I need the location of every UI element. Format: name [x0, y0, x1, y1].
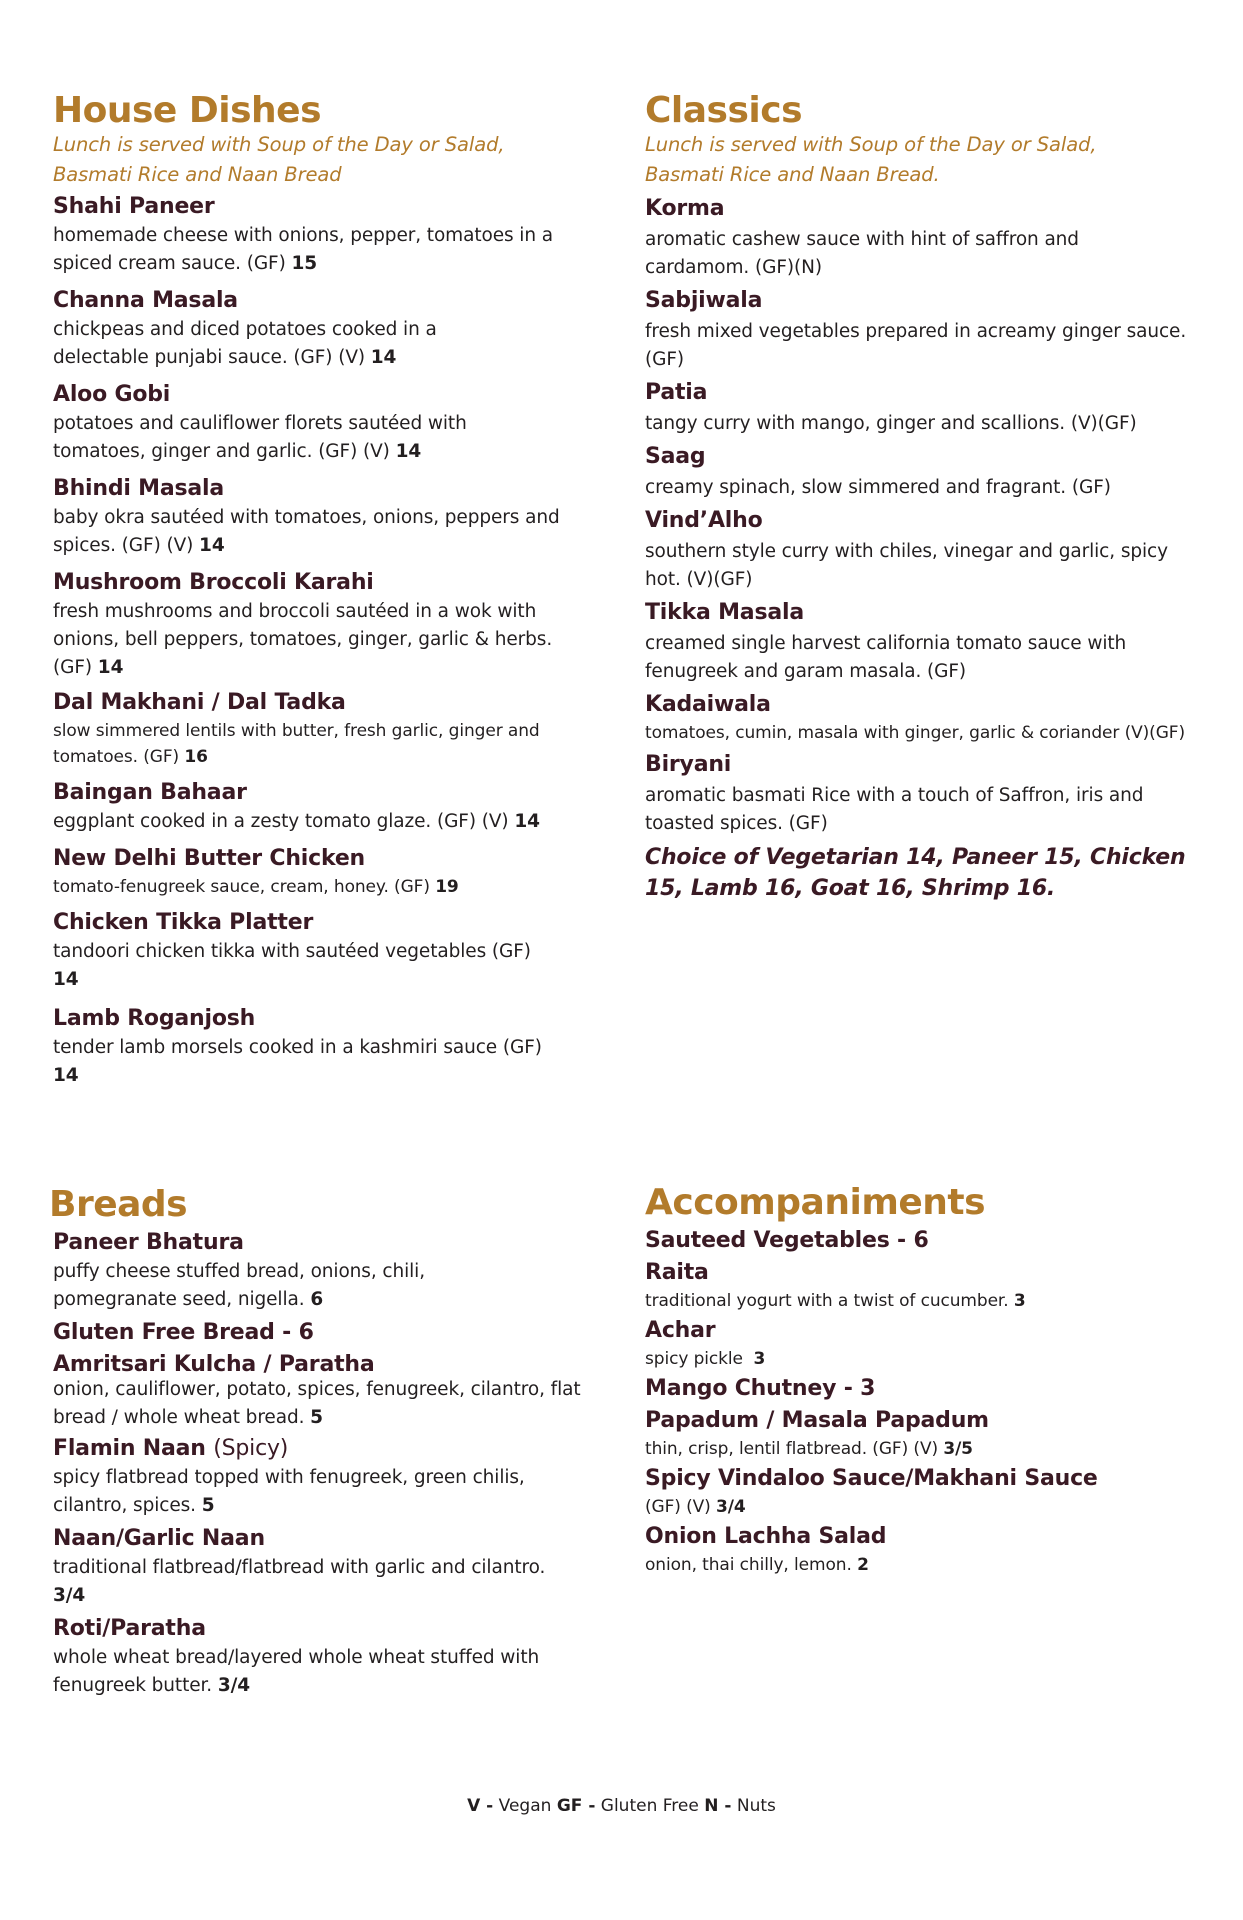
item-name: New Delhi Butter Chicken — [53, 846, 366, 871]
menu-item — [645, 1464, 1205, 1520]
item-description: spicy flatbread topped with fenugreek, green chilis, cilantro, spices. 5 — [53, 1467, 525, 1516]
price-choice-line: Choice of Vegetarian 14, Paneer 15, Chicken — [645, 845, 1186, 870]
item-description: onion, thai chilly, lemon. 2 — [645, 1555, 869, 1575]
item-description: puffy cheese stuffed bread, onions, chili, pomegranate seed, nigella. 6 — [53, 1261, 425, 1310]
item-name: Chicken Tikka Platter — [53, 910, 314, 935]
item-name-note: (Spicy) — [213, 1436, 289, 1461]
item-description: fresh mixed vegetables prepared in acreamy ginger sauce. (GF) — [645, 321, 1187, 370]
menu-item — [53, 474, 593, 560]
item-name: Bhindi Masala — [53, 476, 225, 501]
item-name: Saag — [645, 444, 706, 469]
item-price: 3 — [753, 1349, 766, 1369]
menu-item — [53, 1318, 609, 1348]
menu-item — [53, 192, 593, 278]
item-price: 3/4 — [716, 1497, 746, 1517]
menu-item — [53, 1228, 609, 1314]
item-price: 14 — [199, 535, 225, 556]
item-price: 19 — [435, 877, 459, 897]
menu-item — [645, 1316, 1205, 1372]
item-price: 14 — [53, 969, 79, 990]
item-price: 5 — [310, 1407, 323, 1428]
item-description: onion, cauliflower, potato, spices, fenugreek, cilantro, flat bread / whole wheat bread. 5 — [53, 1379, 581, 1428]
item-price: 3 — [1013, 1291, 1026, 1311]
item-description: traditional yogurt with a twist of cucumber. 3 — [645, 1291, 1026, 1311]
item-description: creamy spinach, slow simmered and fragrant. (GF) — [645, 477, 1111, 498]
item-name: Tikka Masala — [645, 600, 804, 625]
menu-item — [53, 568, 593, 682]
menu-item — [645, 378, 1205, 438]
item-name: Sabjiwala — [645, 288, 763, 313]
price-choice-line: 15, Lamb 16, Goat 16, Shrimp 16. — [645, 876, 1056, 901]
section-title: House Dishes — [53, 90, 321, 131]
menu-item — [53, 688, 593, 770]
item-description: tomato-fenugreek sauce, cream, honey. (GF) 19 — [53, 877, 459, 897]
item-description: spicy pickle 3 — [645, 1349, 766, 1369]
item-name: Gluten Free Bread - 6 — [53, 1320, 314, 1345]
menu-item — [53, 844, 593, 900]
dietary-legend: V - Vegan GF - Gluten Free N - Nuts — [467, 1796, 776, 1816]
menu-item — [53, 1524, 609, 1610]
section-subtitle: Lunch is served with Soup of the Day or Salad, — [645, 133, 1097, 156]
item-description: creamed single harvest california tomato sauce with fenugreek and garam masala. (GF) — [645, 633, 1127, 682]
item-description: aromatic basmati Rice with a touch of Saffron, iris and toasted spices. (GF) — [645, 785, 1144, 834]
item-price: 14 — [514, 811, 540, 832]
item-description: baby okra sautéed with tomatoes, onions, peppers and spices. (GF) (V) 14 — [53, 507, 560, 556]
item-name: Mango Chutney - 3 — [645, 1376, 876, 1401]
item-name: Onion Lachha Salad — [645, 1524, 887, 1549]
item-name: Flamin Naan (Spicy) — [53, 1436, 289, 1461]
menu-item — [53, 286, 593, 372]
breads-section — [49, 1184, 609, 1700]
menu-item — [645, 750, 1205, 838]
menu-item — [53, 1614, 609, 1700]
item-price: 3/5 — [943, 1439, 973, 1459]
item-description: whole wheat bread/layered whole wheat stuffed with fenugreek butter. 3/4 — [53, 1647, 540, 1696]
menu-item — [645, 442, 1205, 502]
item-price: 3/4 — [53, 1585, 86, 1606]
item-description: traditional flatbread/flatbread with garlic and cilantro. 3/4 — [53, 1557, 546, 1606]
item-description: tandoori chicken tikka with sautéed vegetables (GF) 14 — [53, 941, 531, 990]
item-description: tangy curry with mango, ginger and scallions. (V)(GF) — [645, 413, 1137, 434]
item-description: aromatic cashew sauce with hint of saffron and cardamom. (GF)(N) — [645, 229, 1079, 278]
section-title: Breads — [49, 1184, 188, 1225]
item-price: 3/4 — [217, 1675, 251, 1696]
item-description: homemade cheese with onions, pepper, tomatoes in a spiced cream sauce. (GF) 15 — [53, 225, 553, 274]
menu-item — [645, 598, 1205, 686]
menu-item — [53, 908, 593, 994]
section-subtitle: Lunch is served with Soup of the Day or Salad, — [53, 133, 505, 156]
item-price: 6 — [310, 1289, 324, 1310]
item-name: Lamb Roganjosh — [53, 1006, 256, 1031]
item-price: 14 — [395, 441, 422, 462]
item-name: Amritsari Kulcha / Paratha — [53, 1352, 375, 1377]
item-description: slow simmered lentils with butter, fresh garlic, ginger and tomatoes. (GF) 16 — [53, 721, 540, 767]
menu-item — [645, 1258, 1205, 1314]
menu-item — [645, 1226, 1205, 1256]
item-price: 16 — [184, 747, 208, 767]
item-description: chickpeas and diced potatoes cooked in a delectable punjabi sauce. (GF) (V) 14 — [53, 319, 437, 368]
menu-item — [645, 286, 1205, 374]
item-description: (GF) (V) 3/4 — [645, 1497, 746, 1517]
item-price: 15 — [291, 253, 318, 274]
item-price: 14 — [97, 657, 124, 678]
item-description: tender lamb morsels cooked in a kashmiri sauce (GF) 14 — [53, 1037, 542, 1086]
item-name: Raita — [645, 1260, 709, 1285]
item-name: Patia — [645, 380, 708, 405]
item-name: Paneer Bhatura — [53, 1230, 244, 1255]
item-price: 14 — [370, 347, 397, 368]
menu-item — [645, 1522, 1205, 1578]
item-name: Mushroom Broccoli Karahi — [53, 570, 374, 595]
item-description: tomatoes, cumin, masala with ginger, garlic & coriander (V)(GF) — [645, 723, 1185, 743]
menu-item — [53, 1350, 609, 1432]
section-title: Classics — [645, 90, 803, 131]
item-price: 14 — [53, 1065, 79, 1086]
item-name: Naan/Garlic Naan — [53, 1526, 265, 1551]
item-name: Achar — [645, 1318, 716, 1343]
item-name: Vind’Alho — [645, 508, 763, 533]
classics-section — [645, 90, 1205, 904]
item-name: Dal Makhani / Dal Tadka — [53, 690, 346, 715]
item-description: potatoes and cauliflower florets sautéed with tomatoes, ginger and garlic. (GF) (V) 14 — [53, 413, 467, 462]
item-price: 2 — [857, 1555, 869, 1575]
item-name: Papadum / Masala Papadum — [645, 1408, 989, 1433]
item-description: eggplant cooked in a zesty tomato glaze. (GF) (V) 14 — [53, 811, 540, 832]
item-name: Korma — [645, 196, 725, 221]
item-name: Aloo Gobi — [53, 382, 171, 407]
item-name: Biryani — [645, 752, 732, 777]
item-name: Spicy Vindaloo Sauce/Makhani Sauce — [645, 1466, 1098, 1491]
menu-item — [53, 1004, 593, 1090]
section-subtitle: Basmati Rice and Naan Bread — [53, 163, 342, 186]
menu-item — [53, 1434, 609, 1520]
section-subtitle: Basmati Rice and Naan Bread. — [645, 163, 940, 186]
item-name: Roti/Paratha — [53, 1616, 206, 1641]
item-description: fresh mushrooms and broccoli sautéed in a wok with onions, bell peppers, tomatoes, ginger, garlic & herbs. (GF) 14 — [53, 601, 553, 678]
item-name: Kadaiwala — [645, 692, 771, 717]
item-price: 5 — [201, 1495, 215, 1516]
accompaniments-section — [645, 1182, 1205, 1578]
menu-item — [53, 778, 593, 836]
menu-item — [645, 690, 1205, 746]
menu-item — [645, 1374, 1205, 1404]
item-name: Shahi Paneer — [53, 194, 215, 219]
item-description: southern style curry with chiles, vinegar and garlic, spicy hot. (V)(GF) — [645, 541, 1168, 590]
section-title: Accompaniments — [645, 1182, 986, 1223]
menu-item — [53, 380, 593, 466]
item-description: thin, crisp, lentil flatbread. (GF) (V) 3/5 — [645, 1439, 973, 1459]
house-dishes-section — [53, 90, 593, 1090]
menu-item — [645, 1406, 1205, 1462]
menu-item — [645, 506, 1205, 594]
item-name: Sauteed Vegetables - 6 — [645, 1228, 929, 1253]
menu-item — [645, 194, 1205, 282]
item-name: Channa Masala — [53, 288, 238, 313]
item-name: Baingan Bahaar — [53, 780, 247, 805]
